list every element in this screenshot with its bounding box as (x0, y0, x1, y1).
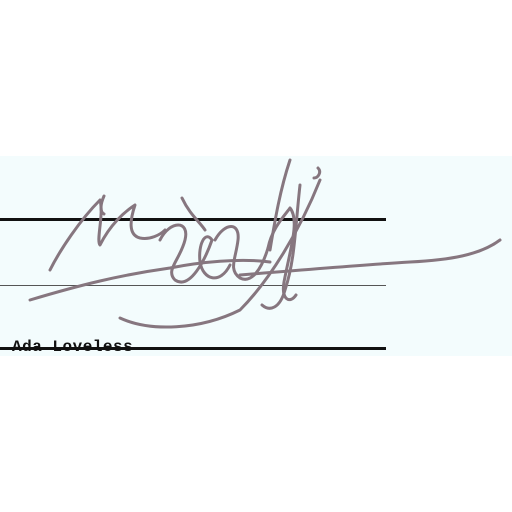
signature-stroke (101, 196, 104, 214)
signature-stroke (270, 160, 290, 250)
signature-stroke (182, 198, 205, 230)
signature-stroke (50, 200, 165, 270)
signer-name: Ada Loveless (12, 338, 134, 356)
signature-stroke (314, 168, 320, 178)
handwritten-signature (0, 140, 512, 340)
signature-stroke (215, 227, 268, 280)
